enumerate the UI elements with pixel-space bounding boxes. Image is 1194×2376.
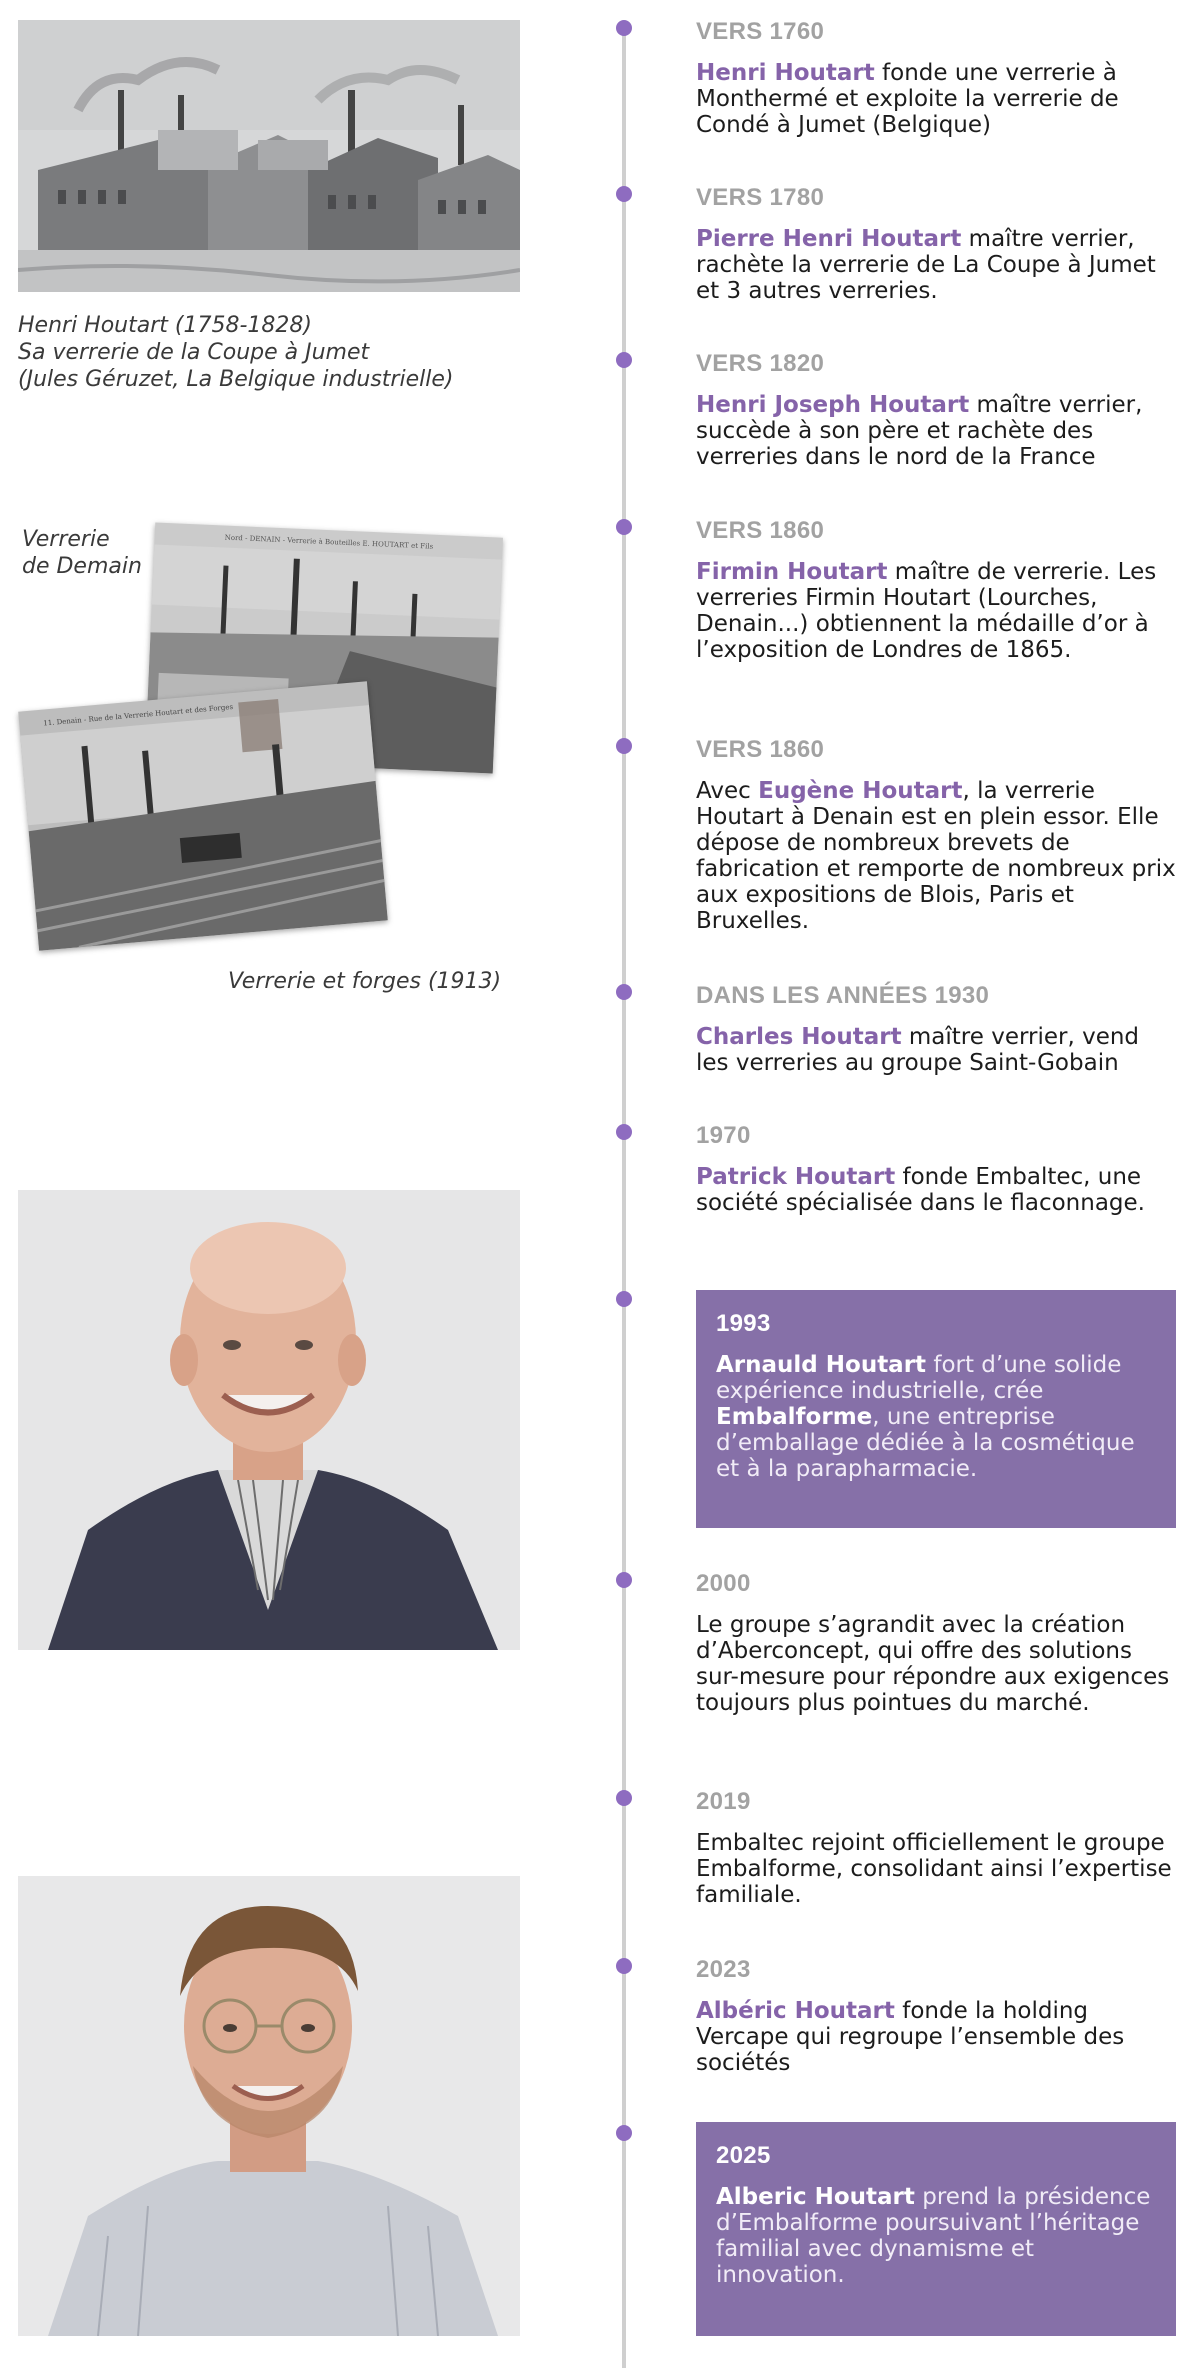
person-name: Pierre Henri Houtart	[696, 226, 962, 252]
person-name: Alberic Houtart	[716, 2184, 915, 2210]
postcard-bottom-text: 11. Denain - Rue de la Verrerie Houtart et des Forges	[42, 702, 234, 728]
timeline-dot	[616, 20, 632, 36]
timeline-description: Embaltec rejoint officiellement le groupe Embalforme, consolidant ainsi l’expertise familiale.	[696, 1830, 1172, 1908]
timeline-description	[696, 226, 1176, 304]
timeline-dot	[616, 519, 632, 535]
timeline-description	[696, 1164, 1176, 1216]
description-text: maître verrier, succède à son père et rachète des verreries dans le nord de la France	[696, 392, 1143, 470]
description-text: prend la présidence d’Embalforme poursuivant l’héritage familial avec dynamisme et innovation.	[716, 2184, 1151, 2288]
description-text: fonde la holding Vercape qui regroupe l’ensemble des sociétés	[696, 1998, 1125, 2076]
timeline-dot	[616, 186, 632, 202]
person-name: Arnauld Houtart	[716, 1352, 927, 1378]
timeline-description	[716, 1352, 1156, 1482]
timeline-year: VERS 1820	[696, 350, 825, 377]
person-name: Eugène Houtart	[758, 778, 963, 804]
person-name: Henri Houtart	[696, 60, 875, 86]
factory-engraving-illustration	[18, 20, 520, 292]
description-text: maître de verrerie. Les verreries Firmin Houtart (Lourches, Denain...) obtiennent la médaille d’or à l’exposition de Londres de 1865.	[696, 559, 1157, 663]
timeline-year: 2023	[696, 1956, 751, 1983]
houtart-caption-line-1: Henri Houtart (1758-1828)	[18, 313, 312, 338]
timeline-year: 2019	[696, 1788, 751, 1815]
demain-label	[22, 526, 142, 580]
forges-caption: Verrerie et forges (1913)	[228, 969, 502, 994]
person-name: Henri Joseph Houtart	[696, 392, 970, 418]
timeline-year: 1970	[696, 1122, 751, 1149]
alberic-houtart-portrait-illustration	[18, 1876, 520, 2336]
timeline-year: VERS 1760	[696, 18, 825, 45]
person-name: Firmin Houtart	[696, 559, 888, 585]
timeline-description	[696, 778, 1176, 934]
timeline-entry	[696, 184, 1176, 304]
timeline-description	[696, 60, 1176, 138]
timeline-dot	[616, 1124, 632, 1140]
timeline-description	[696, 392, 1176, 470]
timeline-entry	[696, 982, 1176, 1076]
person-name: Charles Houtart	[696, 1024, 902, 1050]
timeline-dot	[616, 1572, 632, 1588]
timeline-entry	[696, 1122, 1176, 1216]
houtart-caption	[18, 312, 538, 393]
alberic-houtart-portrait	[18, 1876, 520, 2336]
timeline-year: VERS 1780	[696, 184, 825, 211]
timeline-dot	[616, 352, 632, 368]
description-text: fonde Embaltec, une société spécialisée dans le flaconnage.	[696, 1164, 1145, 1216]
timeline-entry	[696, 1570, 1176, 1716]
timeline-highlight-box	[696, 1290, 1176, 1528]
timeline-entry	[696, 350, 1176, 470]
timeline-dot	[616, 1291, 632, 1307]
timeline-year: 2025	[716, 2142, 771, 2169]
description-text: , la verrerie Houtart à Denain est en plein essor. Elle dépose de nombreux brevets de fabrication et remporte de nombreux prix aux expositions de Blois, Paris et Bruxelles.	[696, 778, 1176, 934]
timeline-description	[716, 2184, 1156, 2288]
timeline-entry	[696, 1788, 1176, 1908]
timeline-year: DANS LES ANNÉES 1930	[696, 982, 990, 1009]
timeline-entry	[696, 736, 1176, 934]
postcard-bottom-image	[18, 681, 388, 951]
description-prefix: Avec	[696, 778, 759, 804]
demain-label-line-2: de Demain	[22, 554, 142, 579]
timeline-year: 2000	[696, 1570, 751, 1597]
timeline-dot	[616, 1790, 632, 1806]
timeline-year: 1993	[716, 1310, 771, 1337]
houtart-caption-line-2: Sa verrerie de la Coupe à Jumet	[18, 340, 370, 365]
demain-label-line-1: Verrerie	[22, 527, 110, 552]
timeline-highlight-box	[696, 2122, 1176, 2336]
timeline-dot	[616, 738, 632, 754]
timeline-dot	[616, 984, 632, 1000]
description-text: maître verrier, rachète la verrerie de La Coupe à Jumet et 3 autres verreries.	[696, 226, 1156, 304]
timeline-dot	[616, 2125, 632, 2141]
timeline-entry	[696, 517, 1176, 663]
patrick-houtart-portrait-illustration	[18, 1190, 520, 1650]
postcard-top-text: Nord - DENAIN - Verrerie à Bouteilles E. HOUTART et Fils	[224, 533, 434, 551]
timeline-line	[622, 28, 626, 2368]
postcard-bottom-illustration	[18, 681, 388, 951]
person-name: Albéric Houtart	[696, 1998, 895, 2024]
timeline-year: VERS 1860	[696, 517, 825, 544]
description-text-end: , une entreprise d’emballage dédiée à la cosmétique et à la parapharmacie.	[716, 1404, 1135, 1482]
company-name: Embalforme	[716, 1404, 873, 1430]
description-text: fort d’une solide expérience industrielle, crée	[716, 1352, 1122, 1404]
timeline-description	[696, 559, 1176, 663]
patrick-houtart-portrait	[18, 1190, 520, 1650]
houtart-caption-line-3: (Jules Géruzet, La Belgique industrielle)	[18, 367, 454, 392]
timeline-description	[696, 1024, 1176, 1076]
timeline-dot	[616, 1958, 632, 1974]
timeline-description: Le groupe s’agrandit avec la création d’Aberconcept, qui offre des solutions sur-mesure pour répondre aux exigences toujours plus pointues du marché.	[696, 1612, 1170, 1716]
description-text: maître verrier, vend les verreries au groupe Saint-Gobain	[696, 1024, 1140, 1076]
timeline-year: VERS 1860	[696, 736, 825, 763]
description-text: fonde une verrerie à Monthermé et exploite la verrerie de Condé à Jumet (Belgique)	[696, 60, 1119, 138]
factory-engraving-image	[18, 20, 520, 292]
timeline-description	[696, 1998, 1176, 2076]
timeline-entry	[696, 1956, 1176, 2076]
person-name: Patrick Houtart	[696, 1164, 896, 1190]
timeline-entry	[696, 18, 1176, 138]
